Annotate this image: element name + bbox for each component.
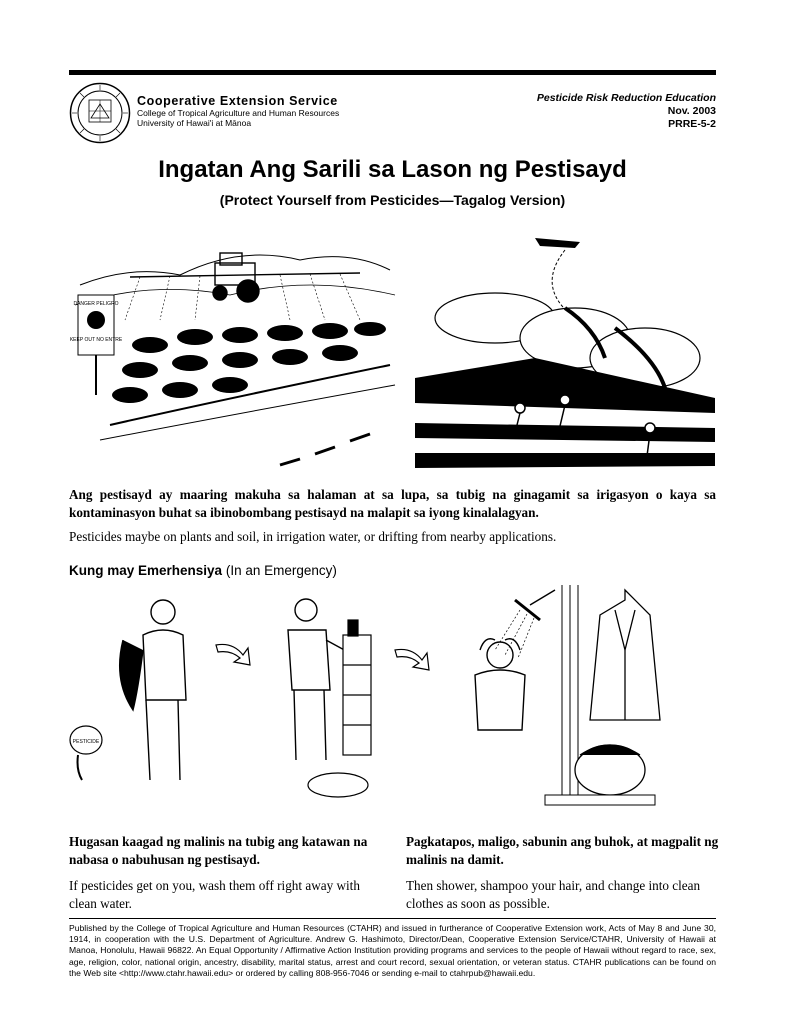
intro-english: Pesticides maybe on plants and soil, in irrigation water, or drifting from nearby applications.: [69, 529, 557, 544]
person-showering-icon: [475, 639, 525, 730]
step1-tagalog: Hugasan kaagad ng malinis na tubig ang katawan na nabasa o nabuhusan ng pestisayd.: [69, 834, 368, 867]
page-title: Ingatan Ang Sarili sa Lason ng Pestisayd: [158, 156, 627, 183]
org-college: College of Tropical Agriculture and Human Resources: [137, 108, 340, 118]
tractor-icon: [130, 253, 360, 302]
step1-block: [69, 833, 384, 913]
step1-english: If pesticides get on you, wash them off right away with clean water.: [69, 878, 360, 911]
worker-washing-icon: [288, 599, 348, 760]
footer-rule: [69, 918, 716, 919]
pesticide-container-icon: [70, 726, 102, 780]
emergency-tagalog: Kung may Emerhensiya: [69, 563, 223, 578]
worker-removing-shirt-icon: [120, 600, 186, 780]
sign-danger-text: DANGER PELIGRO: [73, 301, 119, 307]
shower-head-icon: [495, 590, 555, 658]
step2-english: Then shower, shampoo your hair, and change into clean clothes as soon as possible.: [406, 878, 701, 911]
arrow-icon: [395, 649, 429, 670]
step2-block: [406, 833, 721, 913]
org-block: [137, 94, 339, 128]
emergency-english: (In an Emergency): [225, 563, 337, 578]
university-seal-icon: [69, 82, 131, 144]
sign-keepout-text: KEEP OUT NO ENTRE: [70, 337, 123, 343]
shower-illustration: [390, 570, 716, 820]
org-university: University of Hawai'i at Mānoa: [137, 118, 252, 128]
arrow-icon: [216, 644, 250, 665]
wash-off-illustration: [68, 590, 398, 820]
step2-tagalog: Pagkatapos, maligo, sabunin ang buhok, at magpalit ng malinis na damit.: [406, 834, 719, 867]
page-subtitle: (Protect Yourself from Pesticides—Tagalog Version): [219, 192, 566, 208]
series-name: Pesticide Risk Reduction Education: [536, 92, 716, 104]
airplane-icon: [535, 238, 580, 248]
warning-sign-icon: [70, 295, 123, 395]
top-rule: [69, 70, 716, 75]
water-faucet-icon: [343, 620, 371, 755]
crop-duster-illustration: [415, 228, 715, 476]
container-label: PESTICIDE: [72, 739, 100, 745]
series-block: [537, 92, 716, 131]
emergency-heading: [69, 563, 337, 578]
clean-clothes-icon: [590, 590, 660, 720]
footer-text: Published by the College of Tropical Agriculture and Human Resources (CTAHR) and issued in furtherance of Cooperative Extension work, Acts of May 8 and June 30, 1914, in cooperation with the U.S. Department of Agriculture. Andrew G. Hashimoto, Director/Dean, Cooperative Extension Service/CTAHR, University of Hawaii at Manoa, Honolulu, Hawaii 96822. An Equal Opportunity / Affirmative Action Institution providing programs and services to the people of Hawaii without regard to race, sex, age, religion, color, national origin, ancestry, disability, marital status, arrest and court record, sexual orientation, or veteran status. CTAHR publications can be found on the Web site <http://www.ctahr.hawaii.edu> or ordered by calling 808-956-7046 or sending e-mail to ctahrpub@hawaii.edu.: [69, 923, 716, 978]
intro-tagalog: Ang pestisayd ay maaring makuha sa halaman at sa lupa, sa tubig na ginagamit sa irigasyon o kaya sa kontaminasyon buhat sa ibinobombang pestisayd na malapit sa iyong kinalalagyan.: [69, 487, 716, 520]
laundry-bag-icon: [575, 745, 645, 795]
publication-code: PRRE-5-2: [668, 118, 716, 130]
publication-date: Nov. 2003: [667, 105, 716, 117]
org-name: Cooperative Extension Service: [137, 94, 338, 108]
tractor-field-illustration: [70, 225, 400, 475]
